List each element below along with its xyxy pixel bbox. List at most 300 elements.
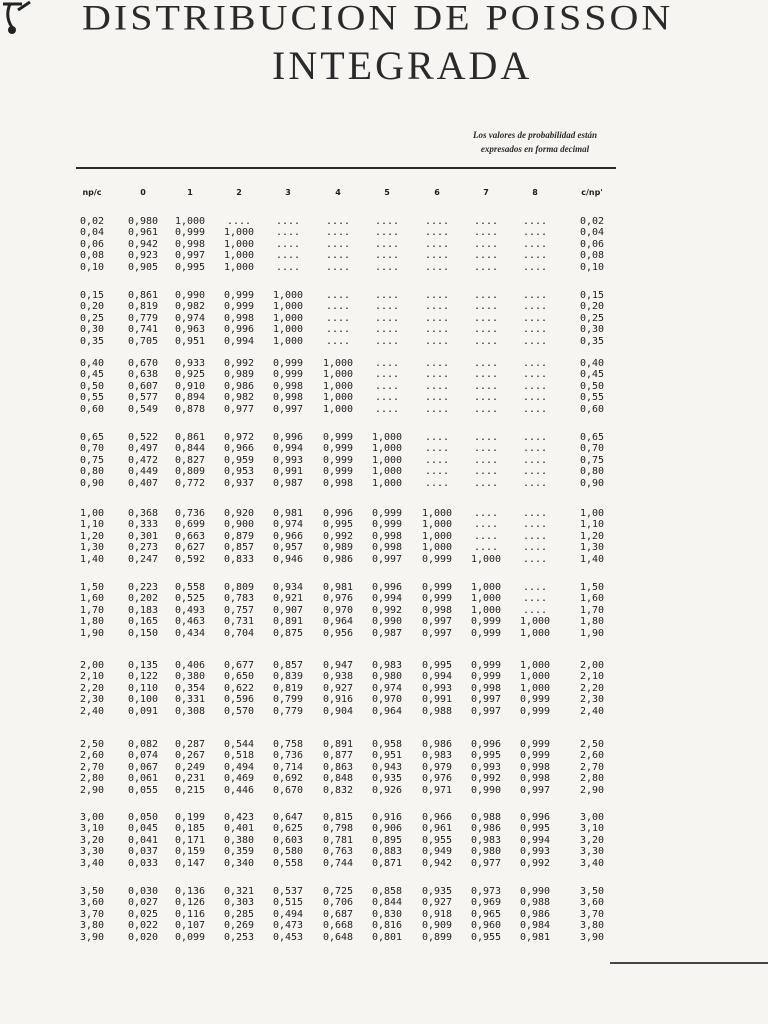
table-cell: 3,80 [579, 920, 605, 932]
table-cell: 0,08 [79, 250, 105, 262]
table-cell: .... [374, 250, 400, 262]
table-cell: 0,041 [127, 834, 159, 846]
table-cell: 0,970 [322, 604, 354, 616]
table-cell: 0,974 [272, 519, 304, 531]
table-cell: 0,308 [174, 705, 206, 717]
table-cell: 3,20 [579, 834, 605, 846]
table-cell: 1,000 [223, 227, 255, 239]
column-header: 3 [285, 188, 291, 197]
table-cell: 0,981 [272, 508, 304, 519]
table-cell: 0,996 [272, 432, 304, 443]
table-cell: 0,80 [79, 466, 105, 478]
table-cell: 3,60 [79, 897, 105, 909]
table-cell: .... [374, 312, 400, 324]
table-cell: .... [325, 324, 351, 336]
table-row [0, 216, 768, 227]
table-cell: 1,000 [421, 519, 453, 531]
table-cell: 3,30 [79, 846, 105, 858]
table-cell: .... [522, 553, 548, 565]
table-cell: 0,946 [272, 553, 304, 565]
table-cell: 1,80 [579, 616, 605, 628]
table-row [0, 443, 768, 454]
table-cell: 0,999 [322, 432, 354, 443]
table-cell: 0,999 [421, 593, 453, 605]
table-cell: .... [473, 530, 499, 542]
table-cell: 0,992 [322, 530, 354, 542]
table-cell: 0,980 [470, 846, 502, 858]
table-cell: 0,992 [519, 857, 551, 869]
table-row [0, 694, 768, 705]
table-cell: .... [424, 301, 450, 313]
table-cell: 0,986 [322, 553, 354, 565]
table-cell: 0,848 [322, 773, 354, 785]
table-cell: 0,883 [371, 846, 403, 858]
table-cell: 0,607 [127, 380, 159, 392]
table-cell: 0,982 [223, 392, 255, 404]
table-cell: 1,000 [519, 660, 551, 671]
table-cell: 1,000 [371, 466, 403, 478]
table-cell: 0,70 [79, 443, 105, 455]
table-row [0, 628, 768, 639]
table-cell: 0,998 [519, 761, 551, 773]
table-cell: 1,90 [79, 627, 105, 639]
table-cell: 0,999 [223, 301, 255, 313]
table-row [0, 750, 768, 761]
table-cell: 0,30 [579, 324, 605, 336]
table-cell: 2,40 [79, 705, 105, 717]
table-cell: 0,988 [470, 812, 502, 823]
table-cell: 0,537 [272, 886, 304, 897]
table-cell: 0,857 [272, 660, 304, 671]
table-cell: 3,00 [79, 812, 105, 823]
table-cell: 0,050 [127, 812, 159, 823]
table-cell: 0,992 [470, 773, 502, 785]
table-cell: 3,20 [79, 834, 105, 846]
table-cell: 0,06 [579, 238, 605, 250]
table-cell: 0,899 [421, 931, 453, 943]
table-cell: 0,916 [322, 694, 354, 706]
table-cell: .... [473, 519, 499, 531]
table-cell: 0,951 [371, 750, 403, 762]
table-cell: 0,515 [272, 897, 304, 909]
table-cell: 0,199 [174, 812, 206, 823]
table-cell: 0,996 [223, 324, 255, 336]
table-cell: 0,273 [127, 542, 159, 554]
table-cell: 0,999 [470, 660, 502, 671]
table-cell: 0,937 [223, 477, 255, 489]
table-cell: 0,923 [127, 250, 159, 262]
table-cell: 0,670 [272, 784, 304, 796]
table-cell: 3,90 [79, 931, 105, 943]
table-cell: 0,993 [421, 682, 453, 694]
table-row [0, 324, 768, 335]
table-cell: 0,935 [421, 886, 453, 897]
table-row [0, 683, 768, 694]
table-cell: 0,02 [579, 216, 605, 227]
table-cell: 0,994 [371, 593, 403, 605]
column-header: 0 [140, 188, 146, 197]
table-cell: .... [522, 403, 548, 415]
table-cell: 0,037 [127, 846, 159, 858]
table-cell: 0,331 [174, 694, 206, 706]
table-cell: .... [424, 443, 450, 455]
table-cell: 0,082 [127, 739, 159, 750]
column-header: 4 [335, 188, 341, 197]
table-cell: 0,964 [371, 705, 403, 717]
table-cell: .... [522, 238, 548, 250]
table-cell: 0,60 [579, 403, 605, 415]
note-line-1: Los valores de probabilidad están [473, 130, 597, 140]
table-cell: 0,973 [470, 886, 502, 897]
table-cell: 0,857 [223, 542, 255, 554]
top-rule [76, 167, 616, 169]
title-line-2: INTEGRADA [272, 43, 533, 88]
table-cell: 2,50 [79, 739, 105, 750]
table-cell: 3,10 [79, 823, 105, 835]
table-cell: 0,135 [127, 660, 159, 671]
column-header: 6 [434, 188, 440, 197]
table-cell: 0,622 [223, 682, 255, 694]
table-cell: 1,000 [421, 508, 453, 519]
column-header: np/c [82, 188, 102, 197]
table-cell: 0,879 [223, 530, 255, 542]
table-cell: 1,000 [272, 312, 304, 324]
table-cell: 2,10 [579, 671, 605, 683]
table-cell: 0,998 [272, 392, 304, 404]
table-cell: 0,022 [127, 920, 159, 932]
table-cell: 0,925 [174, 369, 206, 381]
table-cell: 0,15 [579, 290, 605, 301]
table-cell: 3,30 [579, 846, 605, 858]
table-cell: 0,966 [272, 530, 304, 542]
table-cell: 0,50 [79, 380, 105, 392]
table-cell: 0,906 [371, 823, 403, 835]
table-cell: 0,990 [174, 290, 206, 301]
table-cell: 0,999 [519, 705, 551, 717]
table-cell: .... [473, 324, 499, 336]
table-cell: 0,321 [223, 886, 255, 897]
table-cell: 0,731 [223, 616, 255, 628]
table-cell: 0,832 [322, 784, 354, 796]
table-cell: 0,736 [174, 508, 206, 519]
table-cell: 0,956 [322, 627, 354, 639]
table-cell: 0,668 [322, 920, 354, 932]
table-cell: 0,670 [127, 358, 159, 369]
table-cell: 0,910 [174, 380, 206, 392]
table-cell: 0,80 [579, 466, 605, 478]
table-cell: 0,976 [322, 593, 354, 605]
table-cell: 0,960 [470, 920, 502, 932]
table-cell: 0,997 [470, 694, 502, 706]
table-cell: 0,287 [174, 739, 206, 750]
table-cell: 0,987 [272, 477, 304, 489]
table-row [0, 519, 768, 530]
table-cell: 0,65 [579, 432, 605, 443]
table-cell: 0,993 [470, 761, 502, 773]
table-cell: 1,000 [272, 335, 304, 347]
table-cell: 0,891 [322, 739, 354, 750]
table-cell: 0,779 [272, 705, 304, 717]
table-row [0, 508, 768, 519]
table-cell: 0,253 [223, 931, 255, 943]
table-cell: 2,60 [79, 750, 105, 762]
table-cell: 0,40 [579, 358, 605, 369]
table-cell: 0,918 [421, 908, 453, 920]
table-cell: 0,558 [174, 582, 206, 593]
table-cell: 1,20 [79, 530, 105, 542]
table-cell: 0,909 [421, 920, 453, 932]
table-cell: 0,976 [421, 773, 453, 785]
table-cell: 2,60 [579, 750, 605, 762]
table-cell: 1,000 [371, 477, 403, 489]
table-row [0, 785, 768, 796]
table-cell: .... [424, 358, 450, 369]
table-cell: 1,000 [223, 261, 255, 273]
table-cell: 0,999 [174, 227, 206, 239]
table-cell: 0,50 [579, 380, 605, 392]
table-cell: 0,994 [519, 834, 551, 846]
column-header: 1 [187, 188, 193, 197]
table-cell: 0,359 [223, 846, 255, 858]
table-cell: 0,951 [174, 335, 206, 347]
table-cell: 2,40 [579, 705, 605, 717]
table-cell: 1,000 [519, 627, 551, 639]
table-cell: 0,999 [322, 454, 354, 466]
table-cell: 3,80 [79, 920, 105, 932]
table-cell: 0,999 [371, 519, 403, 531]
table-row [0, 336, 768, 347]
table-cell: 0,900 [223, 519, 255, 531]
table-cell: 0,982 [174, 301, 206, 313]
table-cell: 0,518 [223, 750, 255, 762]
table-cell: 0,921 [272, 593, 304, 605]
table-cell: 1,000 [470, 582, 502, 593]
table-row [0, 290, 768, 301]
table-cell: .... [522, 290, 548, 301]
table-cell: 0,627 [174, 542, 206, 554]
table-cell: .... [275, 216, 301, 227]
table-cell: 0,998 [519, 773, 551, 785]
table-cell: 0,231 [174, 773, 206, 785]
table-cell: .... [473, 508, 499, 519]
table-cell: 0,407 [127, 477, 159, 489]
table-cell: 0,185 [174, 823, 206, 835]
note-line-2: expresados en forma decimal [480, 144, 590, 154]
table-cell: 0,969 [470, 897, 502, 909]
table-cell: 0,04 [79, 227, 105, 239]
table-row [0, 432, 768, 443]
table-cell: .... [473, 335, 499, 347]
table-cell: 1,20 [579, 530, 605, 542]
table-cell: .... [473, 466, 499, 478]
table-cell: 0,891 [272, 616, 304, 628]
table-cell: 2,70 [79, 761, 105, 773]
table-cell: 0,877 [322, 750, 354, 762]
table-cell: .... [473, 443, 499, 455]
table-cell: 0,202 [127, 593, 159, 605]
table-cell: 0,20 [79, 301, 105, 313]
table-row [0, 762, 768, 773]
table-cell: .... [275, 227, 301, 239]
table-cell: .... [522, 335, 548, 347]
table-cell: 0,122 [127, 671, 159, 683]
table-cell: .... [325, 250, 351, 262]
table-cell: .... [473, 312, 499, 324]
table-cell: 1,000 [322, 380, 354, 392]
table-cell: 0,844 [174, 443, 206, 455]
table-cell: 0,999 [519, 750, 551, 762]
table-cell: 0,801 [371, 931, 403, 943]
table-cell: 0,247 [127, 553, 159, 565]
table-cell: 0,025 [127, 908, 159, 920]
column-header: 7 [483, 188, 489, 197]
table-cell: .... [473, 477, 499, 489]
table-row [0, 531, 768, 542]
table-cell: 0,996 [470, 739, 502, 750]
table-cell: 0,736 [272, 750, 304, 762]
table-cell: 0,285 [223, 908, 255, 920]
table-cell: .... [424, 238, 450, 250]
table-cell: .... [374, 335, 400, 347]
table-cell: 0,493 [174, 604, 206, 616]
table-cell: 0,861 [127, 290, 159, 301]
table-cell: .... [473, 454, 499, 466]
table-cell: 0,938 [322, 671, 354, 683]
table-cell: 0,999 [519, 739, 551, 750]
table-row [0, 932, 768, 943]
table-cell: 0,067 [127, 761, 159, 773]
table-cell: 1,50 [79, 582, 105, 593]
table-cell: 0,494 [223, 761, 255, 773]
table-row [0, 358, 768, 369]
table-cell: 0,333 [127, 519, 159, 531]
table-cell: 0,998 [174, 238, 206, 250]
table-cell: 0,099 [174, 931, 206, 943]
table-cell: 0,434 [174, 627, 206, 639]
table-cell: 0,183 [127, 604, 159, 616]
table-cell: 2,10 [79, 671, 105, 683]
table-cell: .... [424, 261, 450, 273]
table-cell: 1,00 [79, 508, 105, 519]
table-cell: 1,70 [79, 604, 105, 616]
table-cell: 0,991 [272, 466, 304, 478]
table-cell: 1,000 [322, 358, 354, 369]
table-cell: 0,965 [470, 908, 502, 920]
table-cell: 0,08 [579, 250, 605, 262]
table-cell: .... [325, 301, 351, 313]
table-cell: 0,091 [127, 705, 159, 717]
table-cell: 0,25 [579, 312, 605, 324]
table-cell: 0,406 [174, 660, 206, 671]
table-cell: 0,987 [371, 627, 403, 639]
table-cell: 1,000 [519, 616, 551, 628]
table-cell: 2,80 [579, 773, 605, 785]
table-cell: .... [473, 250, 499, 262]
table-cell: 0,981 [322, 582, 354, 593]
table-cell: .... [473, 238, 499, 250]
table-cell: .... [473, 403, 499, 415]
table-cell: 0,830 [371, 908, 403, 920]
table-cell: 1,90 [579, 627, 605, 639]
table-cell: 0,472 [127, 454, 159, 466]
table-cell: 0,90 [579, 477, 605, 489]
table-row [0, 858, 768, 869]
table-cell: 0,997 [470, 705, 502, 717]
table-cell: 0,961 [421, 823, 453, 835]
table-row [0, 313, 768, 324]
table-cell: .... [522, 227, 548, 239]
table-cell: 0,463 [174, 616, 206, 628]
table-cell: 0,126 [174, 897, 206, 909]
table-cell: 0,75 [79, 454, 105, 466]
table-row [0, 739, 768, 750]
table-cell: 0,549 [127, 403, 159, 415]
table-cell: .... [325, 312, 351, 324]
table-row [0, 478, 768, 489]
table-cell: 0,995 [322, 519, 354, 531]
table-cell: 0,301 [127, 530, 159, 542]
table-cell: 0,02 [79, 216, 105, 227]
table-cell: .... [522, 542, 548, 554]
table-cell: .... [374, 358, 400, 369]
table-cell: 0,963 [174, 324, 206, 336]
table-cell: 0,997 [421, 616, 453, 628]
table-cell: 1,10 [79, 519, 105, 531]
table-cell: 0,525 [174, 593, 206, 605]
table-cell: 0,165 [127, 616, 159, 628]
table-cell: 0,249 [174, 761, 206, 773]
table-cell: 0,989 [322, 542, 354, 554]
table-cell: 1,000 [421, 530, 453, 542]
table-cell: 1,30 [79, 542, 105, 554]
table-cell: 2,00 [79, 660, 105, 671]
table-cell: 0,964 [322, 616, 354, 628]
table-cell: 0,998 [272, 380, 304, 392]
table-row [0, 835, 768, 846]
table-cell: 0,999 [272, 369, 304, 381]
table-cell: 1,60 [579, 593, 605, 605]
table-cell: 2,20 [79, 682, 105, 694]
table-cell: 0,999 [519, 694, 551, 706]
table-cell: 0,827 [174, 454, 206, 466]
table-cell: .... [424, 369, 450, 381]
table-cell: .... [374, 380, 400, 392]
table-cell: 0,953 [223, 466, 255, 478]
table-cell: .... [226, 216, 252, 227]
table-cell: 0,961 [127, 227, 159, 239]
table-cell: 0,920 [223, 508, 255, 519]
table-cell: .... [325, 227, 351, 239]
table-cell: 0,110 [127, 682, 159, 694]
table-cell: 0,994 [421, 671, 453, 683]
table-cell: 0,996 [322, 508, 354, 519]
table-cell: 0,995 [421, 660, 453, 671]
table-cell: 0,580 [272, 846, 304, 858]
table-cell: 0,171 [174, 834, 206, 846]
table-cell: 0,809 [223, 582, 255, 593]
table-cell: 0,699 [174, 519, 206, 531]
table-cell: 1,40 [79, 553, 105, 565]
table-cell: 0,957 [272, 542, 304, 554]
table-cell: 0,380 [174, 671, 206, 683]
table-cell: 0,494 [272, 908, 304, 920]
table-row [0, 250, 768, 261]
table-cell: 0,223 [127, 582, 159, 593]
table-cell: 0,368 [127, 508, 159, 519]
table-cell: 0,04 [579, 227, 605, 239]
table-cell: 0,997 [519, 784, 551, 796]
table-cell: 0,401 [223, 823, 255, 835]
